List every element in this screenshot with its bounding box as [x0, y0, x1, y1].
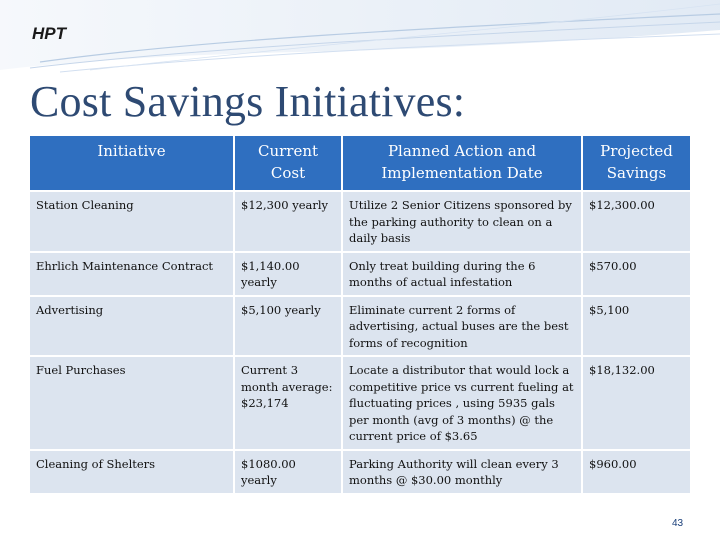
table-row: [30, 191, 690, 252]
table-header-row: [30, 136, 690, 191]
cell-initiative: Advertising: [30, 296, 234, 357]
cell-savings: $570.00: [582, 252, 690, 296]
cell-savings: $12,300.00: [582, 191, 690, 252]
cell-current-cost: Current 3 month average: $23,174: [234, 356, 342, 450]
page-number: 43: [672, 518, 684, 529]
cell-action: Only treat building during the 6 months of actual infestation: [342, 252, 582, 296]
cell-current-cost: $1080.00 yearly: [234, 450, 342, 493]
column-header-planned-action: Planned Action and Implementation Date: [342, 136, 582, 191]
table-row: [30, 252, 690, 296]
cell-initiative: Cleaning of Shelters: [30, 450, 234, 493]
cell-initiative: Ehrlich Maintenance Contract: [30, 252, 234, 296]
cell-initiative: Station Cleaning: [30, 191, 234, 252]
slide-title: Cost Savings Initiatives:: [30, 77, 466, 126]
cell-action: Utilize 2 Senior Citizens sponsored by the parking authority to clean on a daily basis: [342, 191, 582, 252]
cell-savings: $5,100: [582, 296, 690, 357]
cell-action: Parking Authority will clean every 3 months @ $30.00 monthly: [342, 450, 582, 493]
savings-table: [30, 136, 690, 493]
cell-action: Locate a distributor that would lock a competitive price vs current fueling at fluctuating prices , using 5935 gals per month (avg of 3 months) @ the current price of $3.65: [342, 356, 582, 450]
table-row: [30, 450, 690, 493]
cell-current-cost: $1,140.00 yearly: [234, 252, 342, 296]
brand-label: HPT: [32, 24, 66, 43]
table-row: [30, 296, 690, 357]
cell-savings: $960.00: [582, 450, 690, 493]
cell-current-cost: $12,300 yearly: [234, 191, 342, 252]
cell-savings: $18,132.00: [582, 356, 690, 450]
column-header-projected-savings: Projected Savings: [582, 136, 690, 191]
column-header-initiative: Initiative: [30, 136, 234, 191]
cell-current-cost: $5,100 yearly: [234, 296, 342, 357]
cell-action: Eliminate current 2 forms of advertising, actual buses are the best forms of recognition: [342, 296, 582, 357]
column-header-current-cost: Current Cost: [234, 136, 342, 191]
table-row: [30, 356, 690, 450]
cell-initiative: Fuel Purchases: [30, 356, 234, 450]
